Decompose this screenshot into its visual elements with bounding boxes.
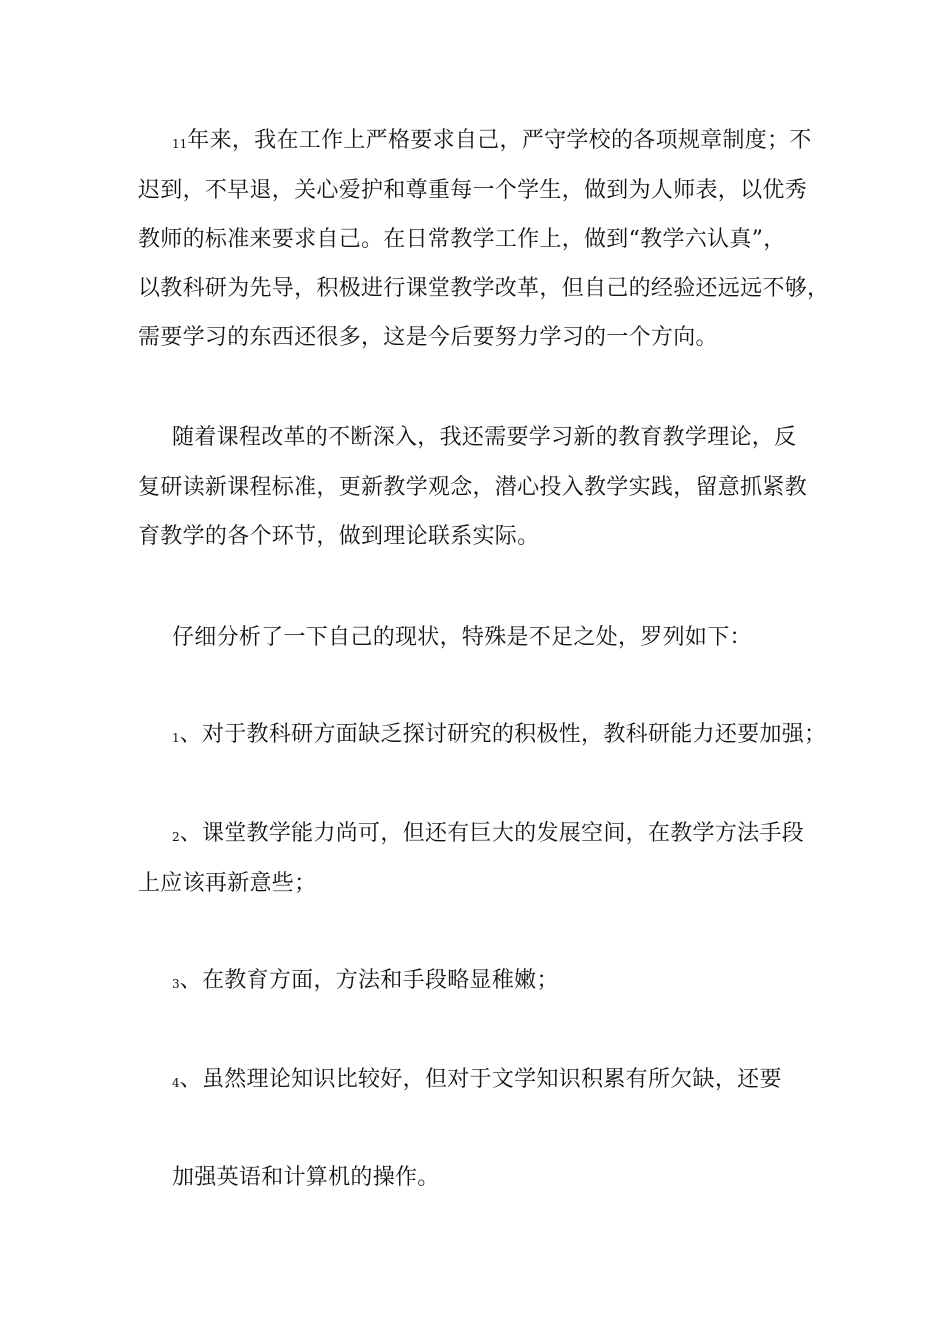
list-item-3-text: 、在教育方面，方法和手段略显稚嫩； [179,968,559,993]
list-item-1 [172,722,826,751]
paragraph-2-line-3: 育教学的各个环节，做到理论联系实际。 [138,524,540,549]
list-item-3-number: 3 [172,977,180,991]
list-item-4-number: 4 [172,1076,180,1090]
paragraph-1-line-2: 迟到，不早退，关心爱护和尊重每一个学生，做到为人师表，以优秀 [138,178,808,203]
closing-line: 加强英语和计算机的操作。 [172,1165,440,1190]
paragraph-2-line-2: 复研读新课程标准，更新教学观念，潜心投入教学实践，留意抓紧教 [138,475,808,500]
paragraph-1-text: 年来，我在工作上严格要求自己，严守学校的各项规章制度；不 [187,128,812,153]
list-item-2-continuation: 上应该再新意些； [138,871,317,896]
list-item-2-number: 2 [172,830,180,844]
list-item-4-text: 、虽然理论知识比较好，但对于文学知识积累有所欠缺，还要 [179,1067,782,1092]
paragraph-2-line-1: 随着课程改革的不断深入，我还需要学习新的教育教学理论，反 [172,425,797,450]
list-item-2-text: 、课堂教学能力尚可，但还有巨大的发展空间，在教学方法手段 [179,821,805,846]
list-item-1-number: 1 [172,731,180,745]
paragraph-1-line-4: 以教科研为先导，积极进行课堂教学改革，但自己的经验还远远不够， [138,276,830,301]
list-item-4 [172,1067,782,1096]
list-item-3 [172,968,559,997]
paragraph-1-line-5: 需要学习的东西还很多，这是今后要努力学习的一个方向。 [138,325,718,350]
list-item-2 [172,821,804,850]
list-item-1-text: 、对于教科研方面缺乏探讨研究的积极性，教科研能力还要加强； [179,722,827,747]
paragraph-1-line-1 [172,128,812,157]
paragraph-1-line-3: 教师的标准来要求自己。在日常教学工作上，做到“教学六认真”， [138,227,786,252]
paragraph-1-number: 11 [172,137,188,151]
paragraph-3-line-1: 仔细分析了一下自己的现状，特殊是不足之处，罗列如下： [172,625,752,650]
